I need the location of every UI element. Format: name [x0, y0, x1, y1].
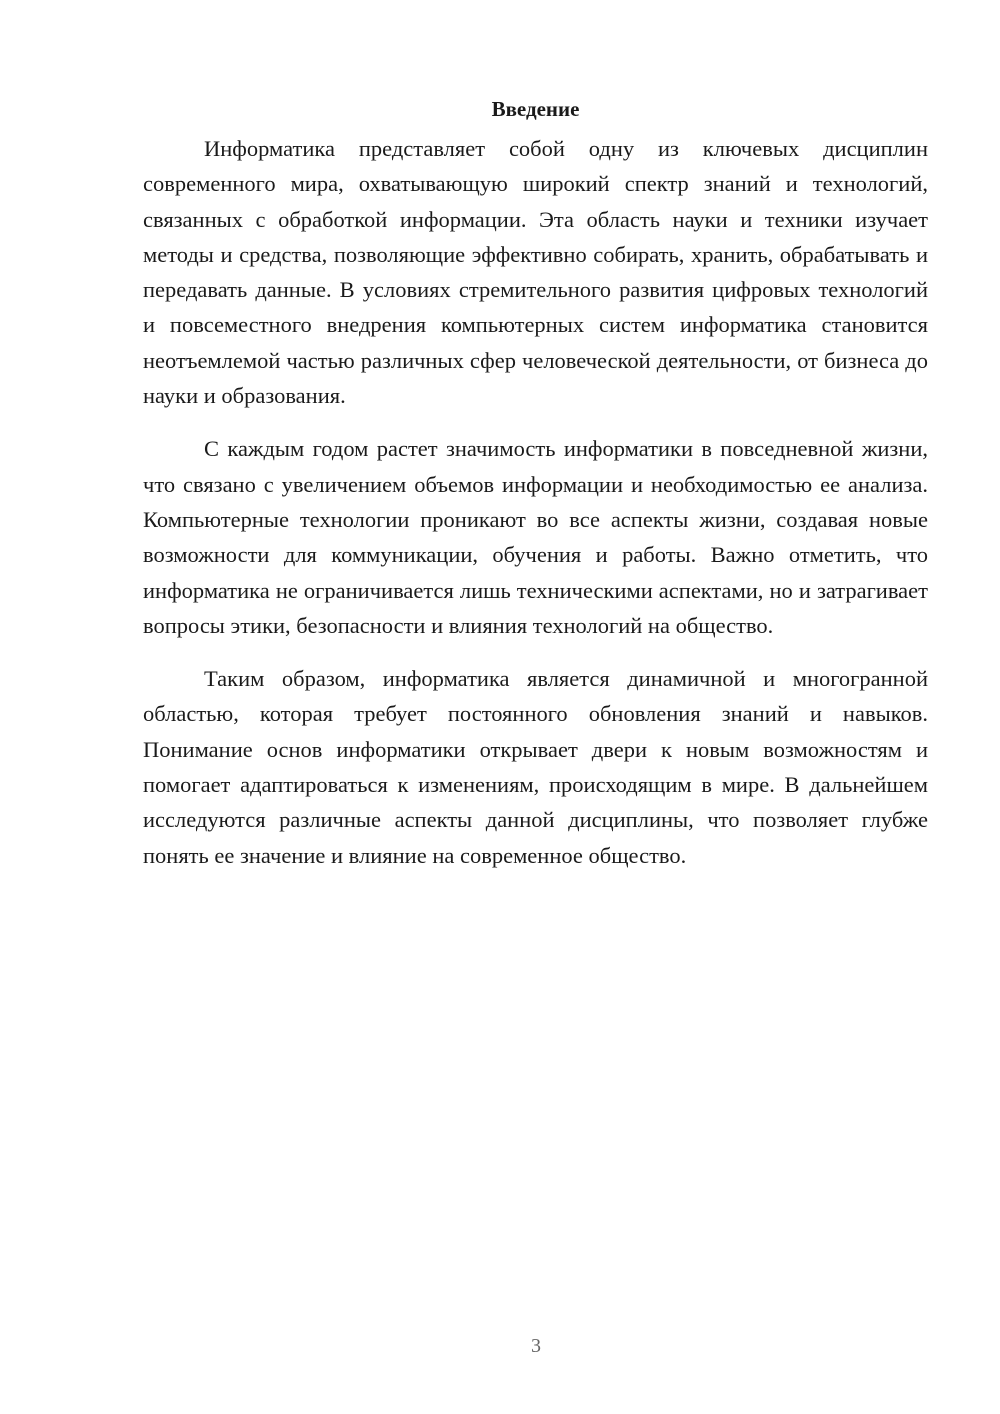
paragraph-3: Таким образом, информатика является динамичной и многогранной областью, которая требует постоянного обновления знаний и навыков. Понимание основ информатики открывает двери к новым возможностям и помогает адаптироваться к изменениям, происходящим в мире. В дальнейшем исследуются различные аспекты данной дисциплины, что позволяет глубже понять ее значение и влияние на современное общество.: [143, 666, 928, 868]
document-body: [143, 92, 928, 891]
page-number: 3: [531, 1335, 541, 1357]
paragraph-1: Информатика представляет собой одну из ключевых дисциплин современного мира, охватывающую широкий спектр знаний и технологий, связанных с обработкой информации. Эта область науки и техники изучает методы и средства, позволяющие эффективно собирать, хранить, обрабатывать и передавать данные. В условиях стремительного развития цифровых технологий и повсеместного внедрения компьютерных систем информатика становится неотъемлемой частью различных сфер человеческой деятельности, от бизнеса до науки и образования.: [143, 136, 928, 409]
section-heading: Введение: [491, 97, 580, 121]
paragraph-2: С каждым годом растет значимость информатики в повседневной жизни, что связано с увеличением объемов информации и необходимостью ее анализа. Компьютерные технологии проникают во все аспекты жизни, создавая новые возможности для коммуникации, обучения и работы. Важно отметить, что информатика не ограничивается лишь техническими аспектами, но и затрагивает вопросы этики, безопасности и влияния технологий на общество.: [143, 436, 928, 638]
